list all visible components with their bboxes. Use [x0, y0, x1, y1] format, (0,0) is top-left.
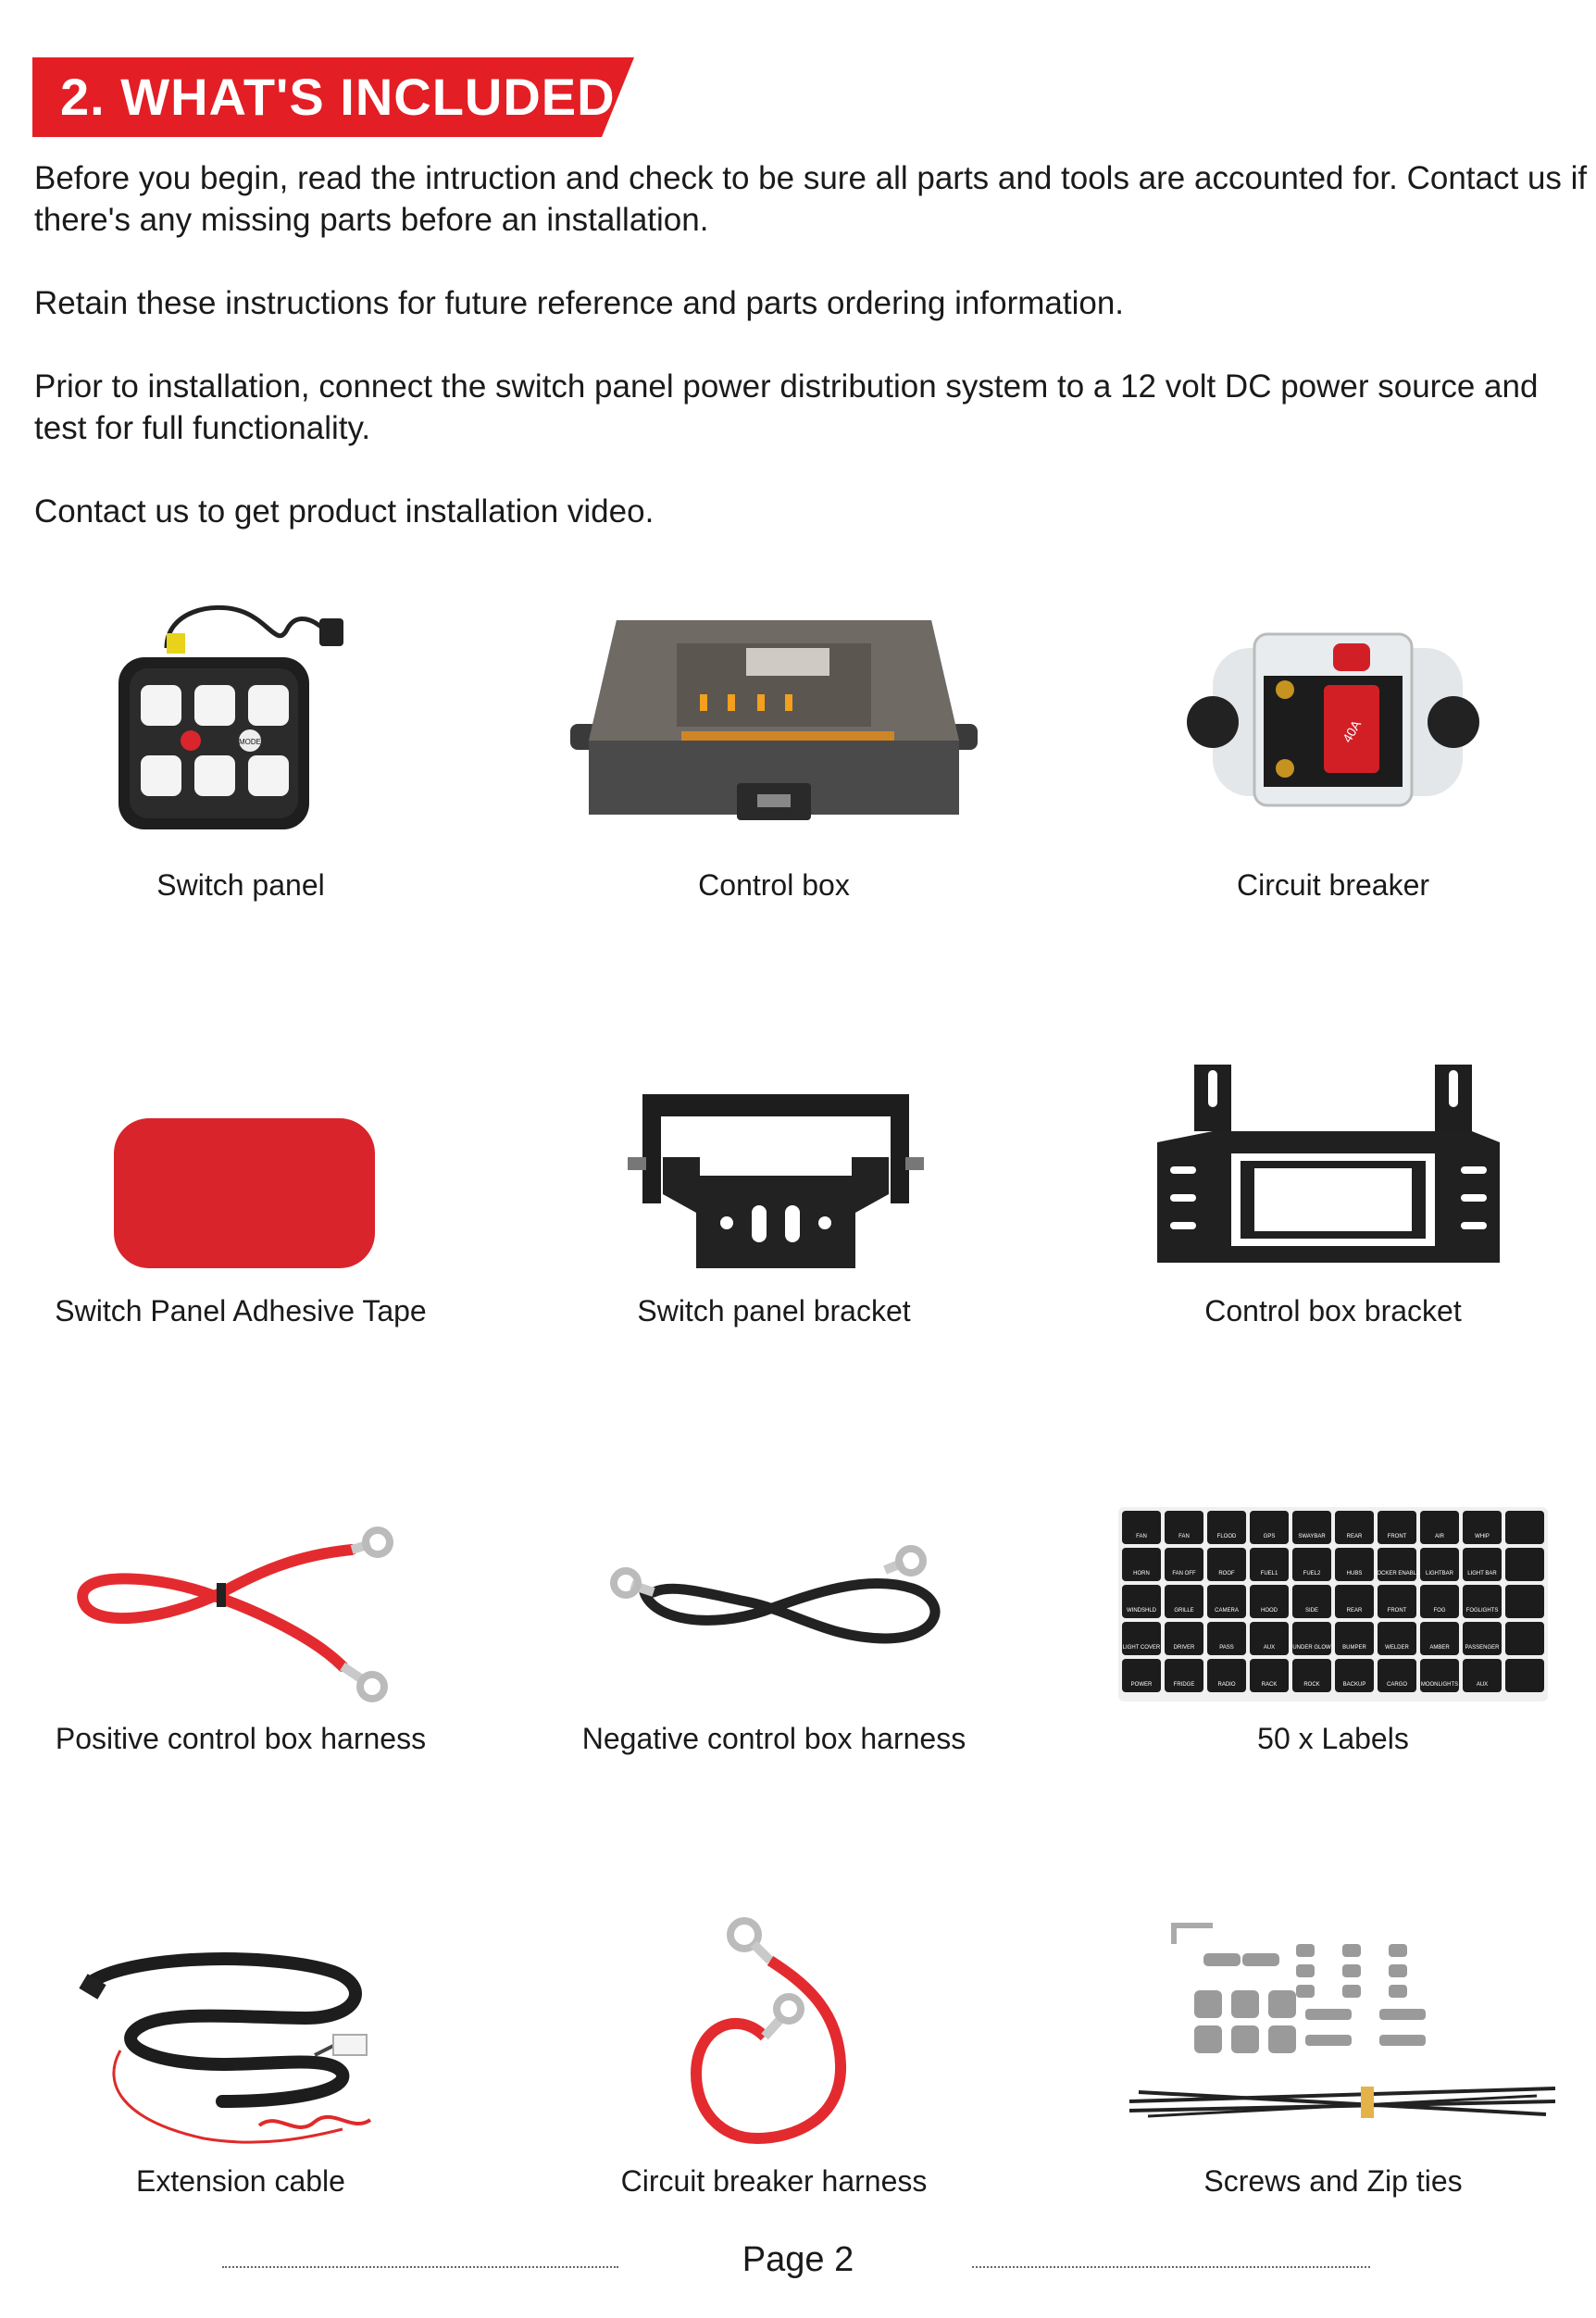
breaker-rating-label: 40A [1339, 717, 1365, 745]
label-tile-text: FRONT [1387, 1534, 1407, 1539]
label-tile [1505, 1548, 1544, 1581]
item-caption: Circuit breaker harness [620, 2164, 928, 2198]
label-tile-text: HOOD [1261, 1608, 1278, 1614]
label-tile-text: AIR [1434, 1534, 1445, 1539]
label-tile-text: FUEL2 [1303, 1571, 1321, 1576]
label-tile-text: ROOF [1218, 1571, 1235, 1576]
label-tile-text: LIGHT BAR [1467, 1571, 1497, 1576]
item-caption: Extension cable [136, 2164, 345, 2198]
label-tile-text: REAR [1346, 1534, 1363, 1539]
label-tile [1505, 1511, 1544, 1544]
intro-paragraph: Before you begin, read the intruction and check to be sure all parts and tools are accounted for. Contact us if there's any missing parts before an installation. [34, 160, 1588, 238]
footer-divider-right [972, 2266, 1370, 2268]
label-tile-text: WHIP [1475, 1534, 1490, 1539]
label-tile-text: ROCK [1303, 1682, 1320, 1688]
label-tile-text: DRIVER [1173, 1645, 1195, 1651]
label-tile-text: FRONT [1387, 1608, 1407, 1614]
negative-harness-icon [515, 1490, 1033, 1722]
switch-panel-bracket-icon [515, 1065, 1033, 1296]
label-tile-text: AUX [1263, 1645, 1276, 1651]
label-tile-text: FLOOD [1216, 1534, 1237, 1539]
label-tile-text: AUX [1476, 1682, 1489, 1688]
screw-group [1194, 1944, 1426, 2053]
label-tile-text: POWER [1130, 1682, 1153, 1688]
label-tile-text: AMBER [1429, 1645, 1450, 1651]
item-caption: Switch panel [156, 868, 325, 902]
label-tile-text: SIDE [1304, 1608, 1319, 1614]
label-tile-text: WELDER [1385, 1645, 1409, 1651]
label-tile-text: FRIDGE [1173, 1682, 1195, 1688]
label-tile-text: WINDSHLD [1126, 1608, 1157, 1614]
label-tile-text: FAN [1178, 1534, 1190, 1539]
label-tile-text: RACK [1261, 1682, 1278, 1688]
footer-divider-left [222, 2266, 618, 2268]
label-tile-text: GRILLE [1174, 1608, 1194, 1614]
label-tile-text: BUMPER [1342, 1645, 1366, 1651]
label-tile-text: SWAYBAR [1298, 1534, 1326, 1539]
label-tile [1505, 1585, 1544, 1618]
label-tile-text: HORN [1133, 1571, 1150, 1576]
intro-paragraph: Contact us to get product installation video. [34, 493, 655, 530]
section-banner [32, 57, 634, 137]
label-tile-text: FAN OFF [1172, 1571, 1196, 1576]
switch-panel-icon [0, 592, 500, 842]
intro-text [34, 157, 1590, 574]
control-box-icon [515, 592, 1033, 842]
item-caption: Switch Panel Adhesive Tape [55, 1294, 427, 1327]
item-caption: Negative control box harness [581, 1722, 966, 1755]
label-tile-text: RADIO [1217, 1682, 1236, 1688]
circuit-breaker-harness-icon [515, 1916, 1033, 2166]
label-tile-text: PASS [1219, 1645, 1234, 1651]
label-tile-text: GPS [1263, 1534, 1276, 1539]
item-caption: Screws and Zip ties [1203, 2164, 1463, 2198]
mode-label: MODE [239, 738, 261, 746]
label-tile-text: LIGHTBAR [1425, 1571, 1454, 1576]
label-tile-text: FOGLIGHTS [1465, 1608, 1499, 1614]
labels-icon [1074, 1490, 1592, 1722]
item-caption: Circuit breaker [1236, 868, 1430, 902]
page-number: Page 2 [742, 2240, 854, 2279]
label-tile-text: MOONLIGHTS [1420, 1682, 1459, 1688]
label-tile-text: CAMERA [1215, 1608, 1239, 1614]
label-tile-text: PASSENGER [1465, 1645, 1500, 1651]
screws-zip-ties-icon [1074, 1916, 1592, 2166]
item-caption: Control box bracket [1204, 1294, 1462, 1327]
label-tile [1505, 1659, 1544, 1692]
label-tile-text: UNDER GLOW [1292, 1645, 1331, 1651]
adhesive-tape-icon [0, 1065, 500, 1296]
item-caption: 50 x Labels [1257, 1722, 1409, 1755]
item-caption: Positive control box harness [55, 1722, 427, 1755]
label-tile-text: REAR [1346, 1608, 1363, 1614]
label-tile-text: FOG [1433, 1608, 1446, 1614]
label-tile-text: CARGO [1386, 1682, 1408, 1688]
extension-cable-icon [0, 1916, 500, 2166]
label-tile-text: LOCKER ENABLE [1373, 1571, 1421, 1576]
positive-harness-icon [0, 1490, 500, 1722]
label-tile-text: FUEL1 [1260, 1571, 1278, 1576]
label-tile-text: LIGHT COVER [1122, 1645, 1161, 1651]
section-title: 2. WHAT'S INCLUDED [60, 68, 616, 126]
control-box-bracket-icon [1074, 1065, 1592, 1296]
item-caption: Switch panel bracket [637, 1294, 911, 1327]
intro-paragraph: Prior to installation, connect the switch panel power distribution system to a 12 volt DC power source and test for full functionality. [34, 368, 1539, 446]
label-tile-text: FAN [1136, 1534, 1147, 1539]
item-caption: Control box [698, 868, 850, 902]
label-tile-text: HUBS [1346, 1571, 1363, 1576]
label-tile [1505, 1622, 1544, 1655]
label-tile-text: BACKUP [1342, 1682, 1366, 1688]
circuit-breaker-icon [1074, 592, 1592, 842]
intro-paragraph: Retain these instructions for future reference and parts ordering information. [34, 285, 1125, 321]
